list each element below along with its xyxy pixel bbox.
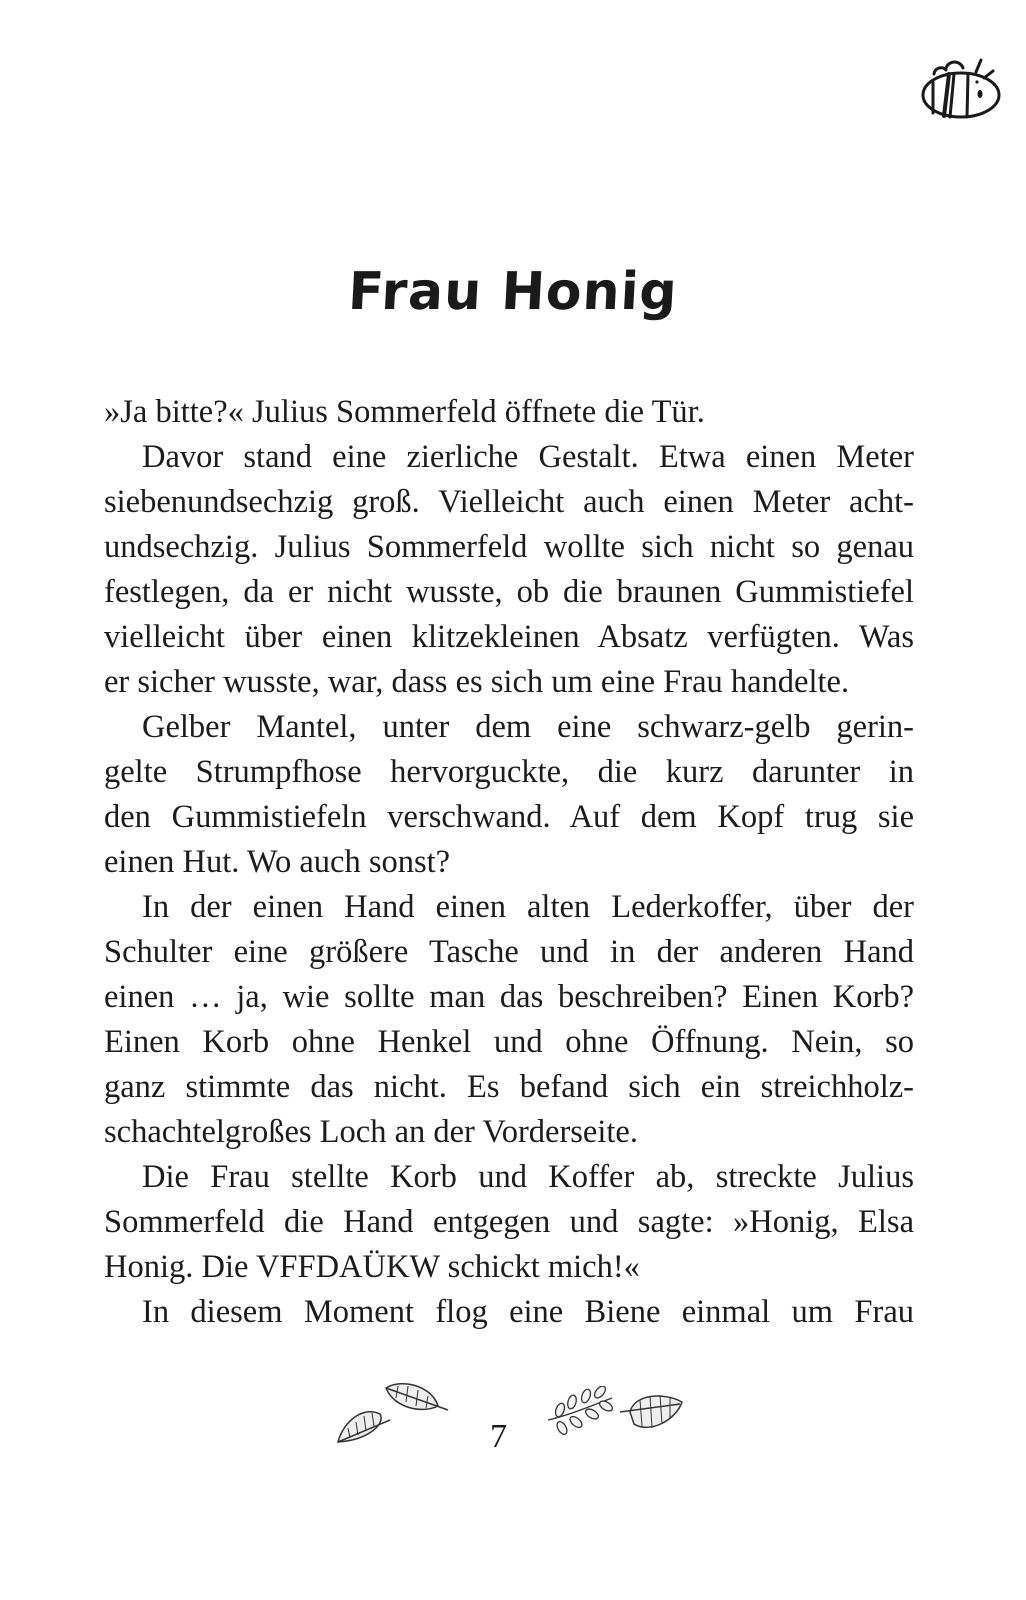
text-line: In der einen Hand einen alten Lederkoffer, über der <box>142 889 914 925</box>
text-line: Sommerfeld die Hand entgegen und sagte: »Honig, Elsa <box>104 1204 914 1240</box>
text-line: Die Frau stellte Korb und Koffer ab, streckte Julius <box>142 1159 914 1195</box>
body-text <box>104 390 914 1335</box>
bee-icon <box>918 50 1004 122</box>
chapter-title: Frau Honig <box>346 262 680 322</box>
leaf-icon <box>382 1380 452 1420</box>
text-line: einen … ja, wie sollte man das beschreiben? Einen Korb? <box>104 979 914 1015</box>
text-line: festlegen, da er nicht wusste, ob die braunen Gummistiefel <box>104 574 914 610</box>
text-line: vielleicht über einen klitzekleinen Absatz verfügten. Was <box>104 619 914 655</box>
text-line: Davor stand eine zierliche Gestalt. Etwa einen Meter <box>142 439 914 475</box>
page-number: 7 <box>490 1418 507 1455</box>
text-line: den Gummistiefeln verschwand. Auf dem Kopf trug sie <box>104 799 914 835</box>
text-line: »Ja bitte?« Julius Sommerfeld öffnete die Tür. <box>104 394 705 430</box>
text-line: Gelber Mantel, unter dem eine schwarz-gelb gerin- <box>142 709 914 745</box>
text-line: Schulter eine größere Tasche und in der anderen Hand <box>104 934 914 970</box>
text-line: siebenundsechzig groß. Vielleicht auch einen Meter acht- <box>104 484 914 520</box>
text-line: Einen Korb ohne Henkel und ohne Öffnung. Nein, so <box>104 1024 914 1060</box>
text-line: schachtelgroßes Loch an der Vorderseite. <box>104 1114 638 1150</box>
text-line: gelte Strumpfhose hervorguckte, die kurz darunter in <box>104 754 914 790</box>
text-line: er sicher wusste, war, dass es sich um eine Frau handelte. <box>104 664 850 700</box>
text-line: Honig. Die VFFDAÜKW schickt mich!« <box>104 1249 640 1285</box>
text-line: ganz stimmte das nicht. Es befand sich ein streichholz- <box>104 1069 914 1105</box>
text-line: In diesem Moment flog eine Biene einmal um Frau <box>142 1294 914 1330</box>
text-line: undsechzig. Julius Sommerfeld wollte sich nicht so genau <box>104 529 914 565</box>
leaf-icon <box>620 1390 686 1438</box>
leaf-branch-icon <box>546 1386 616 1438</box>
footer-ornament <box>0 1380 1026 1470</box>
text-line: einen Hut. Wo auch sonst? <box>104 844 451 880</box>
